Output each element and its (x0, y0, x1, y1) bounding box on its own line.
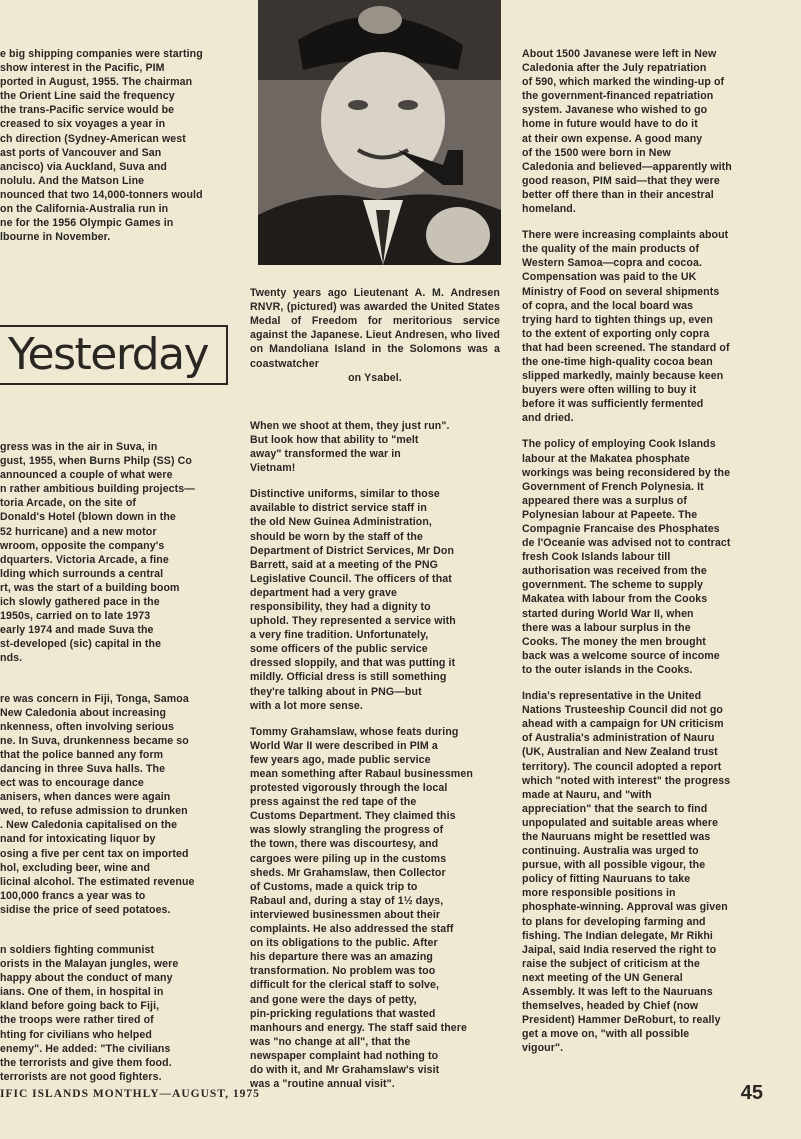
left-column (0, 47, 240, 258)
left-column-lower (0, 440, 240, 1096)
photo-caption (250, 272, 500, 399)
photo-caption-text: Twenty years ago Lieutenant A. M. Andresen RNVR, (pictured) was awarded the United States Medal of Freedom for meritorious service against the Japanese. Lieut Andresen, who lived on Mandoliana Island in the Solomons was a coastwatcher (250, 287, 500, 370)
article-uniforms: Distinctive uniforms, similar to those available to district service staff in the old New Guinea Administration, should be worn by the staff of the Department of District Services, Mr Don Barrett, said at a meeting of the PNG Legislative Council. The officers of that department had a very grave responsibility, they had a dignity to uphold. They represented a service with a very fine tradition. Unfortunately, some officers of the public service dressed sloppily, and that was putting it mildly. Official dress is still something they're talking about in PNG—but with a lot more sense. (250, 488, 456, 712)
article-makatea: The policy of employing Cook Islands labour at the Makatea phosphate workings was being reconsidered by the Government of French Polynesia. It appeared there was a surplus of Polynesian labour at Papeete. The Compagnie Francaise des Phosphates de l'Oceanie was advised not to contract fresh Cook Islands labour till authorisation was received from the government. The scheme to supply Makatea with labour from the Cooks started during World War II, when there was a labour surplus in the Cooks. The money the men brought back was a welcome source of income to the outer islands in the Cooks. (522, 438, 731, 676)
article-drunkenness: re was concern in Fiji, Tonga, Samoa New Caledonia about increasing nkenness, often involving serious ne. In Suva, drunkenness became so that the police banned any form dancing in three Suva halls. The ect was to encourage dance anisers, when dances were again wed, to refuse admission to drunken . New Caledonia capitalised on the nand for intoxicating liquor by osing a five per cent tax on imported hol, excluding beer, wine and licinal alcohol. The estimated revenue 100,000 francs a year was to sidise the price of seed potatoes. (0, 692, 195, 916)
middle-column (250, 272, 500, 1103)
article-suva-building: gress was in the air in Suva, in gust, 1955, when Burns Philp (SS) Co announced a couple of what were n rather ambitious building projects— toria Arcade, on the site of Donald's Hotel (blown down in the 52 hurricane) and a new motor wroom, opposite the company's dquarters. Victoria Arcade, a fine lding which surrounds a central rt, was the start of a building boom ich slowly gathered pace in the 1950s, carried on to late 1973 early 1974 and made Suva the st-developed (sic) capital in the nds. (0, 441, 195, 665)
portrait-photo (258, 0, 501, 265)
yesterday-heading: Yesterday (8, 329, 209, 380)
portrait-illustration (258, 0, 501, 265)
publication-line: IFIC ISLANDS MONTHLY—AUGUST, 1975 (0, 1088, 260, 1100)
article-vietnam: When we shoot at them, they just run". But look how that ability to "melt away" transformed the war in Vietnam! (250, 419, 450, 475)
article-shipping: e big shipping companies were starting show interest in the Pacific, PIM ported in August, 1955. The chairman the Orient Line said the frequency the trans-Pacific service would be creased to six voyages a year in ch direction (Sydney-American west ast ports of Vancouver and San ancisco) via Auckland, Suva and nolulu. And the Matson Line nounced that two 14,000-tonners would on the California-Australia run in ne for the 1956 Olympic Games in lbourne in November. (0, 48, 203, 244)
page-number: 45 (740, 1082, 763, 1104)
article-samoa-copra: There were increasing complaints about the quality of the main products of Western Samoa—copra and cocoa. Compensation was paid to the UK Ministry of Food on several shipments of copra, and the local board was trying hard to tighten things up, even to the extent of exporting only copra that had been screened. The standard of the one-time high-quality cocoa bean slipped markedly, mainly because keen buyers were often willing to buy it before it was sufficiently fermented and dried. (522, 229, 730, 425)
article-malayan-soldiers: n soldiers fighting communist orists in the Malayan jungles, were happy about the conduct of many ians. One of them, in hospital in kland before going back to Fiji, the troops were rather tired of hting for civilians who helped enemy". He added: "The civilians the terrorists and give them food. terrorists are not good fighters. (0, 944, 179, 1083)
article-grahamslaw: Tommy Grahamslaw, whose feats during World War II were described in PIM a few years ago, made public service mean something after Rabaul businessmen protested vigorously through the local press against the red tape of the Customs Department. They claimed this was slowly strangling the progress of the town, there was discourtesy, and cargoes were piling up in the customs sheds. Mr Grahamslaw, then Collector of Customs, made a quick trip to Rabaul and, during a stay of 1½ days, interviewed businessmen about their complaints. He also addressed the staff on its obligations to the public. After his departure there was an amazing transformation. No problem was too difficult for the clerical staff to solve, and gone were the days of petty, pin-pricking regulations that wasted manhours and energy. The staff said there was "no change at all", that the newspaper complaint had nothing to do with it, and Mr Grahamslaw's visit was a "routine annual visit". (250, 725, 473, 1091)
page-footer (0, 1082, 801, 1106)
yesterday-heading-box (0, 325, 228, 385)
article-nauru: India's representative in the United Nations Trusteeship Council did not go ahead with a campaign for UN criticism of Australia's administration of Nauru (UK, Australian and New Zealand trust territory). The council adopted a report which "noted with interest" the progress made at Nauru, and "with appreciation" that the search to find unpopulated and suitable areas where the Nauruans might be resettled was continuing. Australia was urged to pursue, with all possible vigour, the policy of fitting Nauruans to take more responsible positions in phosphate-winning. Approval was given to plans for developing farming and fishing. The Indian delegate, Mr Rikhi Jaipal, said India reserved the right to raise the subject of criticism at the next meeting of the UN General Assembly. It was left to the Nauruans themselves, headed by Chief (now President) Hammer DeRoburt, to really get a move on, "with all possible vigour". (522, 690, 731, 1055)
photo-caption-last-line: on Ysabel. (348, 371, 402, 384)
article-javanese: About 1500 Javanese were left in New Caledonia after the July repatriation of 590, which marked the winding-up of the government-financed repatriation system. Javanese who wished to go home in future would have to do it at their own expense. A good many of the 1500 were born in New Caledonia and believed—apparently with good reason, PIM said—that they were better off there than in their ancestral homeland. (522, 48, 732, 216)
right-column (522, 47, 777, 1067)
